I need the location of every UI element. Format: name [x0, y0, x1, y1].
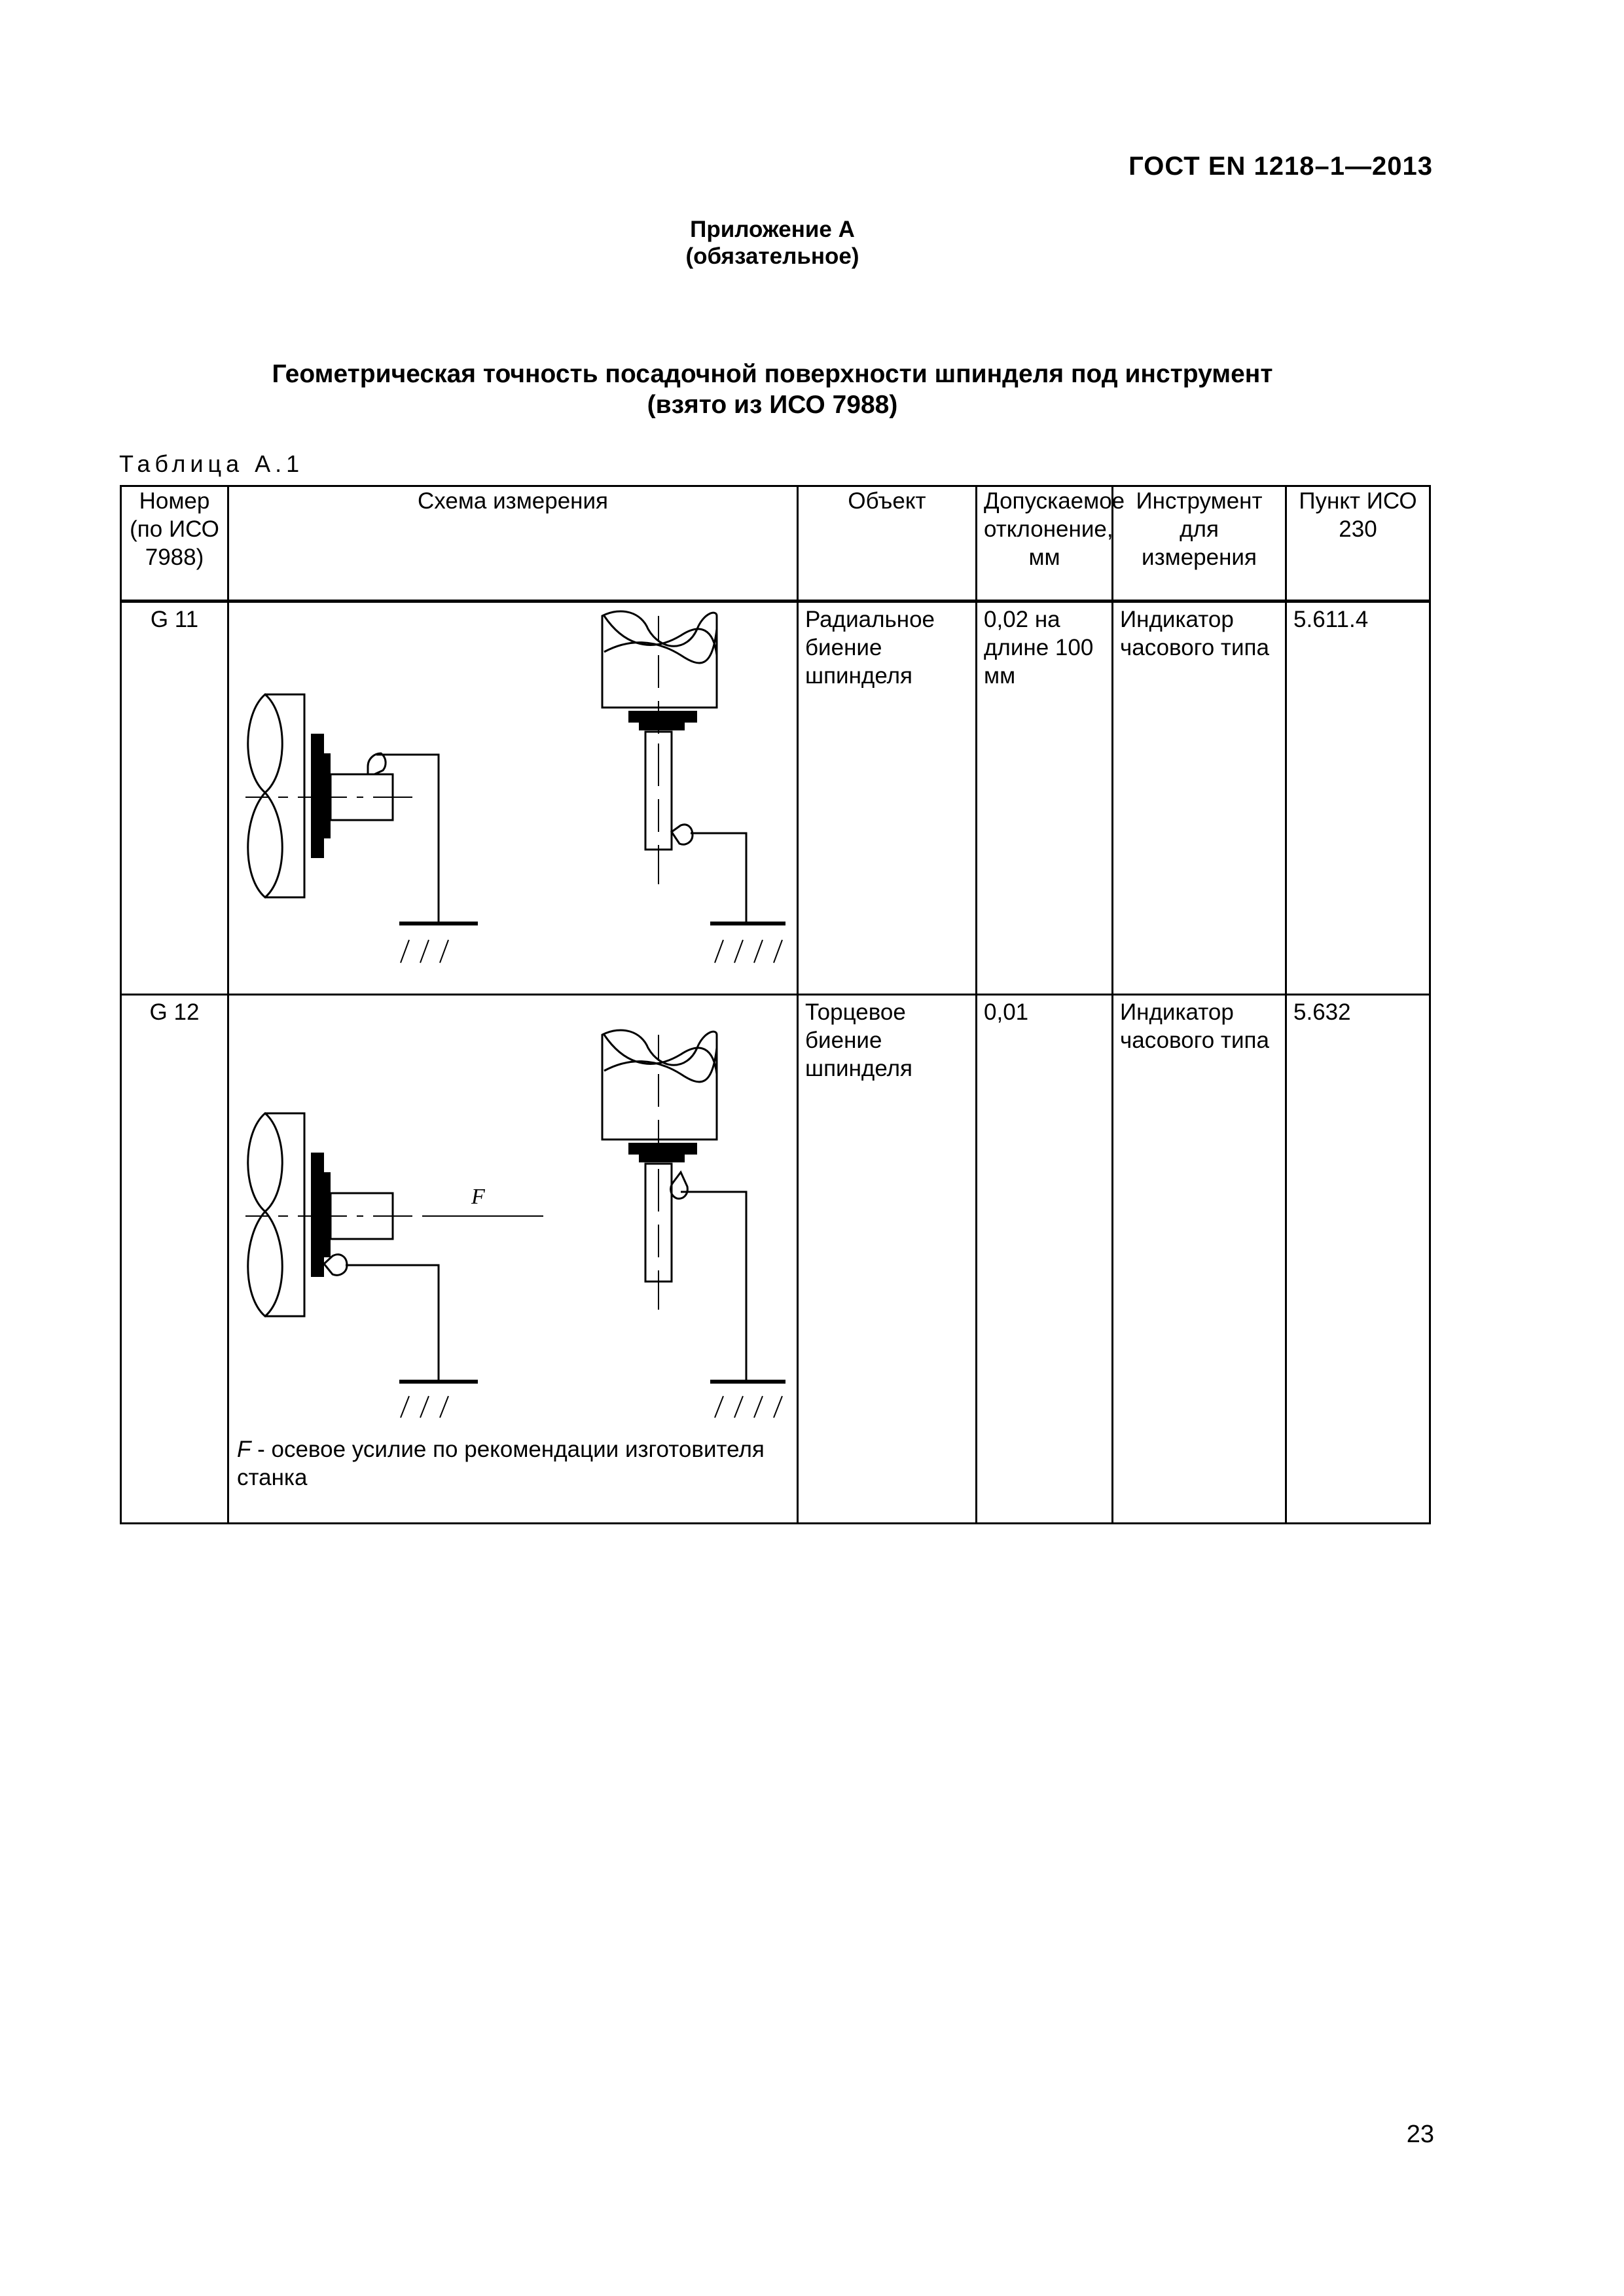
header-tolerance: Допускаемое отклонение, мм [977, 486, 1113, 601]
standard-designation: ГОСТ EN 1218–1—2013 [1128, 152, 1433, 181]
row-tolerance: 0,02 на длине 100 мм [977, 601, 1113, 995]
section-title-line1: Геометрическая точность посадочной поверхности шпинделя под инструмент [272, 360, 1273, 388]
table-row [121, 995, 1430, 1524]
axial-runout-diagram [229, 996, 795, 1427]
dial-indicator-icon-2 [672, 825, 693, 844]
radial-runout-diagram [229, 603, 795, 992]
note-text: - осевое усилие по рекомендации изготовителя станка [237, 1437, 765, 1490]
header-instrument: Инструмент для измерения [1113, 486, 1286, 601]
dial-indicator-icon [368, 753, 386, 774]
header-iso-item: Пункт ИСО 230 [1286, 486, 1430, 601]
row-number: G 11 [121, 601, 228, 995]
row-instrument: Индикатор часового типа [1113, 601, 1286, 995]
horizontal-spindle-break [248, 694, 283, 897]
row-object: Торцевое биение шпинделя [798, 995, 977, 1524]
horizontal-spindle-flange [311, 1153, 324, 1277]
header-number: Номер (по ИСО 7988) [121, 486, 228, 601]
vertical-spindle-break [602, 611, 717, 708]
annex-status: (обязательное) [685, 243, 859, 269]
vertical-spindle-flange [628, 711, 697, 723]
annex-title: Приложение А [690, 217, 855, 242]
page-number: 23 [1406, 2121, 1434, 2148]
horizontal-spindle-break [248, 1113, 283, 1316]
dial-indicator-icon-2 [671, 1172, 688, 1198]
row-iso-item: 5.611.4 [1286, 601, 1430, 995]
section-title-line2: (взято из ИСО 7988) [647, 391, 898, 419]
measurement-table [120, 485, 1431, 1524]
table-label: Таблица А.1 [119, 450, 304, 477]
row-number: G 12 [121, 995, 228, 1524]
table-header-row [121, 486, 1430, 601]
scheme-g12 [228, 995, 798, 1524]
row-instrument: Индикатор часового типа [1113, 995, 1286, 1524]
header-scheme: Схема измерения [228, 486, 798, 601]
scheme-note [237, 1435, 797, 1492]
row-tolerance: 0,01 [977, 995, 1113, 1524]
dial-indicator-icon [324, 1255, 347, 1276]
vertical-spindle-flange [628, 1143, 697, 1155]
header-object: Объект [798, 486, 977, 601]
row-iso-item: 5.632 [1286, 995, 1430, 1524]
row-object: Радиальное биение шпинделя [798, 601, 977, 995]
table-row [121, 601, 1430, 995]
horizontal-spindle-flange [311, 734, 324, 858]
force-label: F [471, 1185, 485, 1209]
section-title [0, 359, 1545, 420]
annex-heading [0, 216, 1545, 270]
vertical-spindle-break [602, 1030, 717, 1139]
note-symbol: F [237, 1437, 251, 1462]
scheme-g11 [228, 601, 798, 995]
